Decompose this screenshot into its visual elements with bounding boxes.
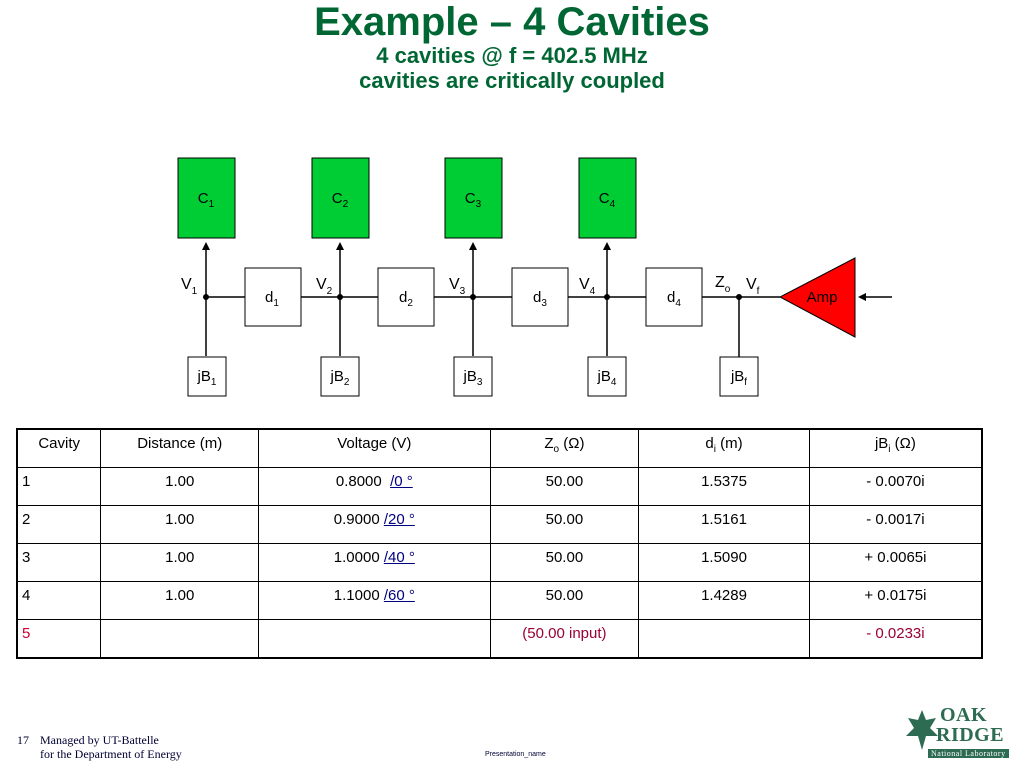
cell-voltage: 1.0000 /40 °	[259, 544, 491, 582]
cavity-label: $C_4$	[598, 190, 616, 210]
cell-cavity: 1	[17, 468, 101, 506]
ornl-logo	[904, 704, 1016, 764]
cell-distance: 1.00	[101, 544, 259, 582]
cell-voltage	[259, 620, 491, 659]
cavity-label: $C_3$	[464, 190, 482, 210]
phase-angle: /40 °	[383, 549, 415, 566]
cavity-stage-1	[178, 158, 235, 396]
amplifier-label: Amp	[806, 289, 838, 306]
table-row	[17, 544, 982, 582]
cell-cavity: 2	[17, 506, 101, 544]
cell-jbi: + 0.0175i	[809, 582, 982, 620]
cell-zo: 50.00	[490, 468, 639, 506]
susceptance-label: $jB_1$	[197, 368, 217, 388]
logo-oak-text: OAK	[940, 704, 988, 726]
voltage-label: $V_2$	[316, 276, 333, 297]
node-dot	[736, 294, 742, 300]
table-row	[17, 506, 982, 544]
cell-jbi: + 0.0065i	[809, 544, 982, 582]
cavity-stage-3	[445, 158, 502, 396]
distance-label-3: $d_3$	[533, 289, 547, 309]
cell-zo: (50.00 input)	[490, 620, 639, 659]
slide-title: Example – 4 Cavities	[314, 0, 710, 44]
header-zo: $Z_o$ (Ω)	[490, 429, 639, 468]
cell-voltage: 0.8000 /0 °	[259, 468, 491, 506]
zo-label: $Z_o$	[715, 274, 731, 295]
cell-zo: 50.00	[490, 506, 639, 544]
node-dot	[203, 294, 209, 300]
cell-di: 1.4289	[639, 582, 810, 620]
susceptance-label: $jB_4$	[597, 368, 617, 388]
table-row	[17, 620, 982, 659]
header-di: $d_i$ (m)	[639, 429, 810, 468]
slide-subtitle-frequency: 4 cavities @ f = 402.5 MHz	[376, 43, 648, 68]
cavity-stage-4	[579, 158, 636, 396]
slide-subtitle-coupling: cavities are critically coupled	[359, 68, 665, 93]
node-dot	[470, 294, 476, 300]
table-row	[17, 468, 982, 506]
leaf-icon	[904, 708, 940, 752]
footer-managed-by: Managed by UT-Battelle	[40, 733, 159, 747]
cell-voltage: 0.9000 /20 °	[259, 506, 491, 544]
footer-department: for the Department of Energy	[40, 747, 182, 761]
susceptance-label: $jB_f$	[730, 368, 748, 388]
header-jbi: $jB_i$ (Ω)	[809, 429, 982, 468]
cell-jbi: - 0.0070i	[809, 468, 982, 506]
node-dot	[604, 294, 610, 300]
cell-distance: 1.00	[101, 582, 259, 620]
cell-jbi: - 0.0233i	[809, 620, 982, 659]
cell-di: 1.5375	[639, 468, 810, 506]
cavity-parameters-table	[16, 428, 983, 659]
voltage-label: $V_3$	[449, 276, 466, 297]
cell-di	[639, 620, 810, 659]
voltage-label: $V_4$	[579, 276, 596, 297]
cell-voltage: 1.1000 /60 °	[259, 582, 491, 620]
cell-cavity: 3	[17, 544, 101, 582]
vf-label: $V_f$	[746, 276, 760, 297]
cell-cavity: 5	[17, 620, 101, 659]
phase-angle: /60 °	[383, 587, 415, 604]
cell-di: 1.5090	[639, 544, 810, 582]
cell-di: 1.5161	[639, 506, 810, 544]
cell-zo: 50.00	[490, 544, 639, 582]
distance-label-4: $d_4$	[667, 289, 681, 309]
cell-distance: 1.00	[101, 506, 259, 544]
voltage-label: $V_1$	[181, 276, 198, 297]
cavity-label: $C_2$	[331, 190, 349, 210]
distance-label-2: $d_2$	[399, 289, 413, 309]
cell-distance	[101, 620, 259, 659]
susceptance-label: $jB_2$	[330, 368, 350, 388]
header-voltage: Voltage (V)	[259, 429, 491, 468]
table-row	[17, 582, 982, 620]
presentation-name: Presentation_name	[485, 751, 546, 758]
distance-label-1: $d_1$	[265, 289, 279, 309]
susceptance-label: $jB_3$	[463, 368, 483, 388]
slide-number: 17	[17, 733, 29, 747]
header-cavity: Cavity	[17, 429, 101, 468]
cell-distance: 1.00	[101, 468, 259, 506]
phase-angle: /20 °	[383, 511, 415, 528]
cell-zo: 50.00	[490, 582, 639, 620]
cavity-label: $C_1$	[197, 190, 215, 210]
logo-ridge-text: RIDGE	[936, 724, 1005, 746]
cavity-stage-2	[312, 158, 369, 396]
cell-cavity: 4	[17, 582, 101, 620]
feed-stage	[715, 274, 760, 396]
phase-angle: /0 °	[390, 473, 413, 490]
header-distance: Distance (m)	[101, 429, 259, 468]
table-header-row	[17, 429, 982, 468]
node-dot	[337, 294, 343, 300]
logo-national-laboratory-text: National Laboratory	[928, 749, 1009, 758]
cell-jbi: - 0.0017i	[809, 506, 982, 544]
